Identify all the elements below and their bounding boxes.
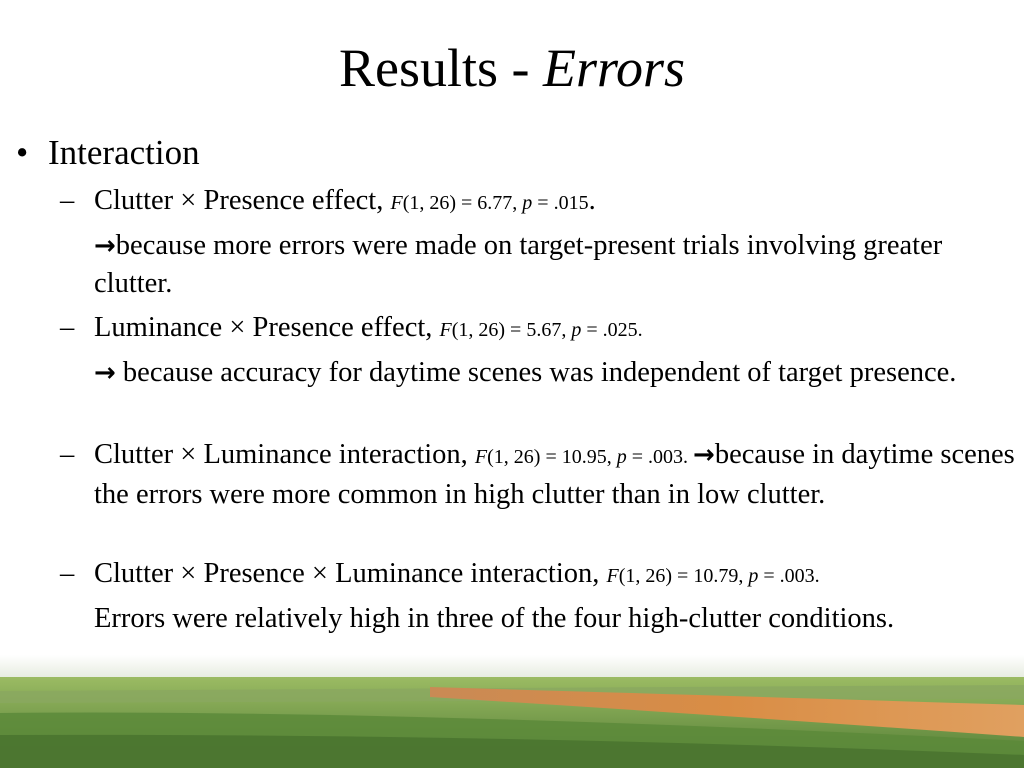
item-1-stat-p: p: [522, 192, 533, 214]
dash-icon: –: [60, 185, 75, 216]
item-4-note-text: Errors were relatively high in three of the four high-clutter conditions.: [94, 603, 895, 634]
dash-icon: –: [60, 312, 75, 343]
item-1-note-text: because more errors were made on target-present trials involving greater clutter.: [94, 230, 943, 299]
item-4-stat-rest: (1, 26) = 10.79,: [618, 565, 749, 587]
dash-icon: –: [60, 439, 75, 470]
sub-item-1: [60, 182, 1018, 222]
arrow-right-icon: →: [94, 358, 116, 388]
sub-item-3: [60, 436, 1018, 513]
item-3-stat-p: p: [616, 446, 627, 468]
item-1-tail: .: [588, 185, 596, 216]
item-1-lead: Clutter × Presence effect,: [94, 185, 391, 216]
item-2-stat-f: F: [439, 319, 452, 341]
slide-title: [0, 36, 1024, 100]
item-1-stat-f: F: [390, 192, 403, 214]
item-1-note: [94, 227, 1018, 302]
item-4-lead: Clutter × Presence × Luminance interaction,: [94, 558, 607, 589]
item-3-note-text: because in daytime scenes the errors were more common in high clutter than in low clutter.: [94, 439, 1015, 510]
arrow-right-icon: →: [693, 440, 715, 470]
item-3-lead: Clutter × Luminance interaction,: [94, 439, 475, 470]
item-1-stat-rest: (1, 26) = 6.77,: [402, 192, 523, 214]
item-1-stat-val: = .015: [532, 192, 589, 214]
dash-icon: –: [60, 558, 75, 589]
item-2-stat-rest: (1, 26) = 5.67,: [451, 319, 572, 341]
field-landscape-image: [0, 655, 1024, 768]
item-3-stat-rest: (1, 26) = 10.95,: [487, 446, 617, 468]
item-2-stat-p: p: [571, 319, 582, 341]
item-4-note: [94, 600, 1018, 637]
item-3-stat-f: F: [474, 446, 488, 468]
sub-item-2: [60, 309, 1018, 349]
title-italic: Errors: [542, 38, 686, 98]
item-4-stat-p: p: [748, 565, 759, 587]
item-2-lead: Luminance × Presence effect,: [94, 312, 440, 343]
bullet-label: Interaction: [48, 133, 200, 172]
item-2-note: [94, 354, 1018, 392]
item-2-note-text: because accuracy for daytime scenes was independent of target presence.: [115, 357, 957, 388]
item-3-stat-val: = .003.: [626, 446, 694, 468]
item-2-stat-val: = .025.: [581, 319, 643, 341]
bullet-dot-icon: •: [16, 133, 29, 172]
sub-item-4: [60, 555, 1018, 595]
arrow-right-icon: →: [94, 231, 116, 261]
title-main: Results -: [338, 38, 543, 98]
item-4-stat-f: F: [606, 565, 619, 587]
item-4-stat-val: = .003.: [758, 565, 820, 587]
bullet-interaction: [16, 133, 200, 173]
